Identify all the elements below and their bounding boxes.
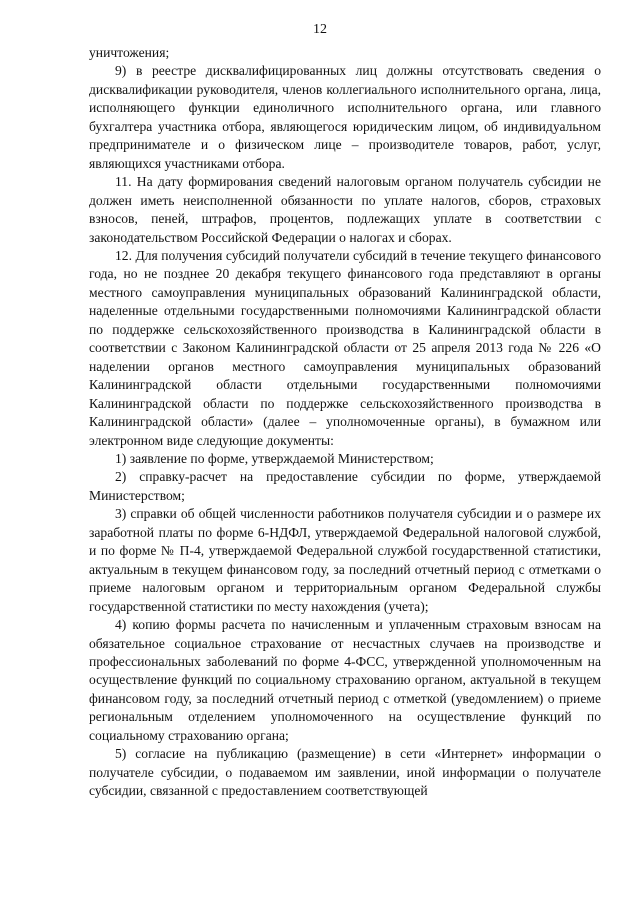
paragraph-item-1: 1) заявление по форме, утверждаемой Министерством; [115, 450, 434, 466]
paragraph-item-3: 3) справки об общей численности работников получателя субсидии и о размере их заработной платы по форме 6-НДФЛ, утверждаемой Федеральной налоговой службой, и по форме № П-4, утверждаемой Федеральной службой государственной статистики, актуальным в текущем финансовом году, за последний отчетный период с отметками о приеме налоговым органом и территориальным органом Федеральной службы государственной статистики по месту нахождения (учета); [89, 506, 601, 614]
paragraph-item-2: 2) справку-расчет на предоставление субсидии по форме, утверждаемой Министерством; [89, 469, 601, 503]
paragraph-item-9: 9) в реестре дисквалифицированных лиц должны отсутствовать сведения о дисквалификации руководителя, членов коллегиального исполнительного органа, лица, исполняющего функции единоличного исполнительного органа, или главного бухгалтера участника отбора, являющегося юридическим лицом, об индивидуальном предпринимателе и о физическом лице – производителе товаров, работ, услуг, являющихся участниками отбора. [89, 63, 601, 171]
paragraph-item-4: 4) копию формы расчета по начисленным и уплаченным страховым взносам на обязательное социальное страхование от несчастных случаев на производстве и профессиональных заболеваний по форме 4-ФСС, утвержденной уполномоченным на осуществление функций по социальному страхованию органом, актуальной в текущем финансовом году, за последний отчетный период с отметкой (уведомлением) о приеме региональным отделением уполномоченного на осуществление функций по социальному страхованию органа; [89, 617, 601, 743]
page-number: 12 [313, 22, 327, 37]
paragraph-item-5: 5) согласие на публикацию (размещение) в сети «Интернет» информации о получателе субсидии, о подаваемом им заявлении, иной информации о получателе субсидии, связанной с предоставлением соответствующей [89, 746, 601, 799]
paragraph-clause-11: 11. На дату формирования сведений налоговым органом получатель субсидии не должен иметь неисполненной обязанности по уплате налогов, сборов, страховых взносов, пеней, штрафов, процентов, подлежащих уплате в соответствии с законодательством Российской Федерации о налогах и сборах. [89, 174, 601, 245]
paragraph-continuation: уничтожения; [89, 45, 170, 60]
document-body [89, 44, 601, 801]
paragraph-clause-12: 12. Для получения субсидий получатели субсидий в течение текущего финансового года, но не позднее 20 декабря текущего финансового года представляют в органы местного самоуправления муниципальных образований Калининградской области, наделенные отдельными государственными полномочиями Калининградской области по поддержке сельскохозяйственного производства в Калининградской области в соответствии с Законом Калининградской области от 25 апреля 2013 года № 226 «О наделении органов местного самоуправления муниципальных образований Калининградской области отдельными государственными полномочиями Калининградской области по поддержке сельскохозяйственного производства в Калининградской области» (далее – уполномоченные органы), в бумажном или электронном виде следующие документы: [89, 247, 601, 448]
